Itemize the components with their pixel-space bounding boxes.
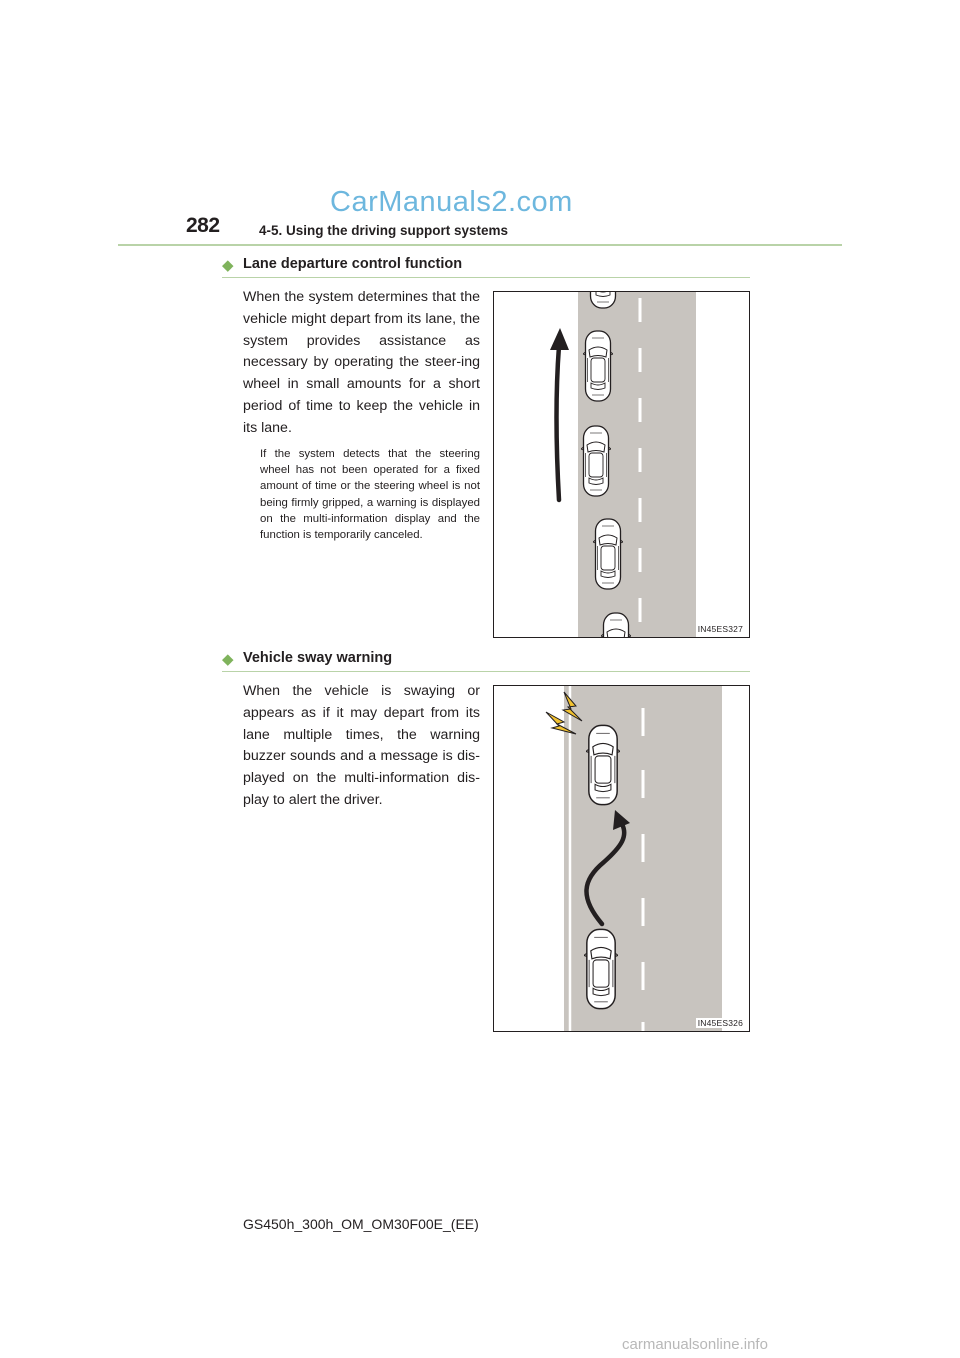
lane-departure-note: If the system detects that the steering wheel has not been operated for a fixed amount of time or the steering wheel is not being firmly gripped, a warning is displayed on the multi-information display and the function is temporarily canceled. [260, 448, 480, 542]
car-icon [584, 929, 618, 1008]
watermark-bottom: carmanualsonline.info [622, 1336, 768, 1353]
car-icon [581, 426, 611, 496]
arrowhead-icon [550, 328, 569, 350]
figure-code: IN45ES327 [697, 624, 743, 634]
vehicle-sway-illustration [494, 686, 749, 1031]
lane-departure-illustration [494, 292, 749, 637]
section-title: 4-5. Using the driving support systems [259, 223, 509, 238]
heading-rule [222, 671, 750, 672]
figure-code: IN45ES326 [697, 1018, 743, 1028]
car-icon [583, 331, 613, 401]
vehicle-sway-body: When the vehicle is swaying or appears as if it may depart from its lane multiple times, the warning buzzer sounds and a message is dis-played on the multi-information dis-play to alert the driver. [243, 683, 480, 808]
vehicle-sway-heading [222, 648, 750, 670]
lane-departure-heading-text: Lane departure control function [243, 256, 463, 272]
vehicle-sway-figure [493, 685, 750, 1032]
lane-departure-heading [222, 254, 750, 276]
vehicle-sway-heading-text: Vehicle sway warning [243, 650, 393, 666]
header-rule [118, 244, 842, 246]
lane-departure-figure [493, 291, 750, 638]
car-icon [593, 519, 623, 589]
car-icon [586, 725, 620, 804]
diamond-bullet-icon: ◆ [222, 651, 234, 668]
diamond-bullet-icon: ◆ [222, 257, 234, 274]
lane-departure-body: When the system determines that the vehicle might depart from its lane, the system provides assistance as necessary by operating the steer-ing wheel in small amounts for a short period of time to keep the vehicle in its lane. [243, 289, 480, 436]
footer-model-code: GS450h_300h_OM_OM30F00E_(EE) [243, 1216, 479, 1232]
watermark-top: CarManuals2.com [330, 186, 573, 218]
steering-assist-arrow-icon [557, 346, 560, 500]
heading-rule [222, 277, 750, 278]
page-number: 282 [186, 214, 220, 237]
